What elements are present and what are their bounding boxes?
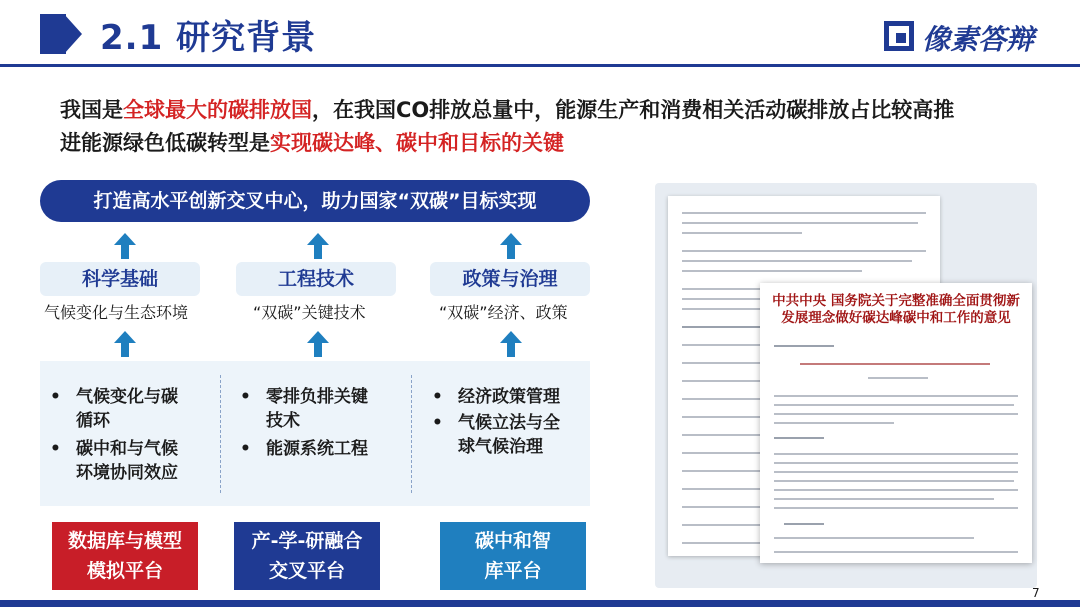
header-divider	[0, 64, 1080, 67]
platform-carbon-thinktank: 碳中和智 库平台	[440, 522, 586, 590]
platform-database-model: 数据库与模型 模拟平台	[52, 522, 198, 590]
document-title: 中共中央 国务院关于完整准确全面贯彻新发展理念做好碳达峰碳中和工作的意见	[772, 293, 1020, 326]
bullet-item: • 碳中和与气候 环境协同效应	[50, 439, 178, 483]
subtitle-engineering: “双碳”关键技术	[253, 303, 366, 322]
up-arrow-icon	[500, 331, 522, 357]
page-title: 2.1 研究背景	[100, 18, 317, 58]
up-arrow-icon	[500, 233, 522, 259]
up-arrow-icon	[114, 233, 136, 259]
subtitle-policy: “双碳”经济、政策	[439, 303, 568, 322]
up-arrow-icon	[307, 233, 329, 259]
lead-line-1-suffix: ，在我国CO排放总量中，能源生产和消费相关活动碳排放占比较高推	[312, 98, 955, 122]
bullet-item: • 气候立法与全 球气候治理	[432, 413, 560, 457]
category-science: 科学基础	[40, 262, 200, 296]
column-divider	[411, 375, 412, 493]
page-number: 7	[1032, 586, 1040, 600]
column-divider	[220, 375, 221, 493]
logo-text: 像素答辩	[922, 23, 1035, 56]
header-mark-square	[40, 14, 66, 54]
lead-line-2-prefix: 进能源绿色低碳转型是	[60, 131, 270, 155]
category-engineering: 工程技术	[236, 262, 396, 296]
platform-industry-academia: 产-学-研融合 交叉平台	[234, 522, 380, 590]
subtitle-science: 气候变化与生态环境	[44, 303, 189, 322]
bullet-item: • 经济政策管理	[432, 387, 560, 407]
bullet-item: • 能源系统工程	[240, 439, 368, 459]
up-arrow-icon	[114, 331, 136, 357]
research-panel	[40, 361, 590, 506]
lead-line-1-highlight: 全球最大的碳排放国	[123, 98, 312, 122]
logo-icon	[884, 21, 914, 51]
goal-banner: 打造高水平创新交叉中心，助力国家“双碳”目标实现	[40, 180, 590, 222]
header-mark-arrow	[64, 14, 82, 54]
lead-line-2	[60, 127, 564, 157]
lead-line-1-prefix: 我国是	[60, 98, 123, 122]
bullet-item: • 零排负排关键 技术	[240, 387, 368, 431]
lead-line-2-highlight: 实现碳达峰、碳中和目标的关键	[270, 131, 564, 155]
up-arrow-icon	[307, 331, 329, 357]
lead-line-1	[60, 94, 954, 124]
document-page-front	[760, 283, 1032, 563]
category-policy: 政策与治理	[430, 262, 590, 296]
footer-bar	[0, 600, 1080, 607]
bullet-item: • 气候变化与碳 循环	[50, 387, 178, 431]
